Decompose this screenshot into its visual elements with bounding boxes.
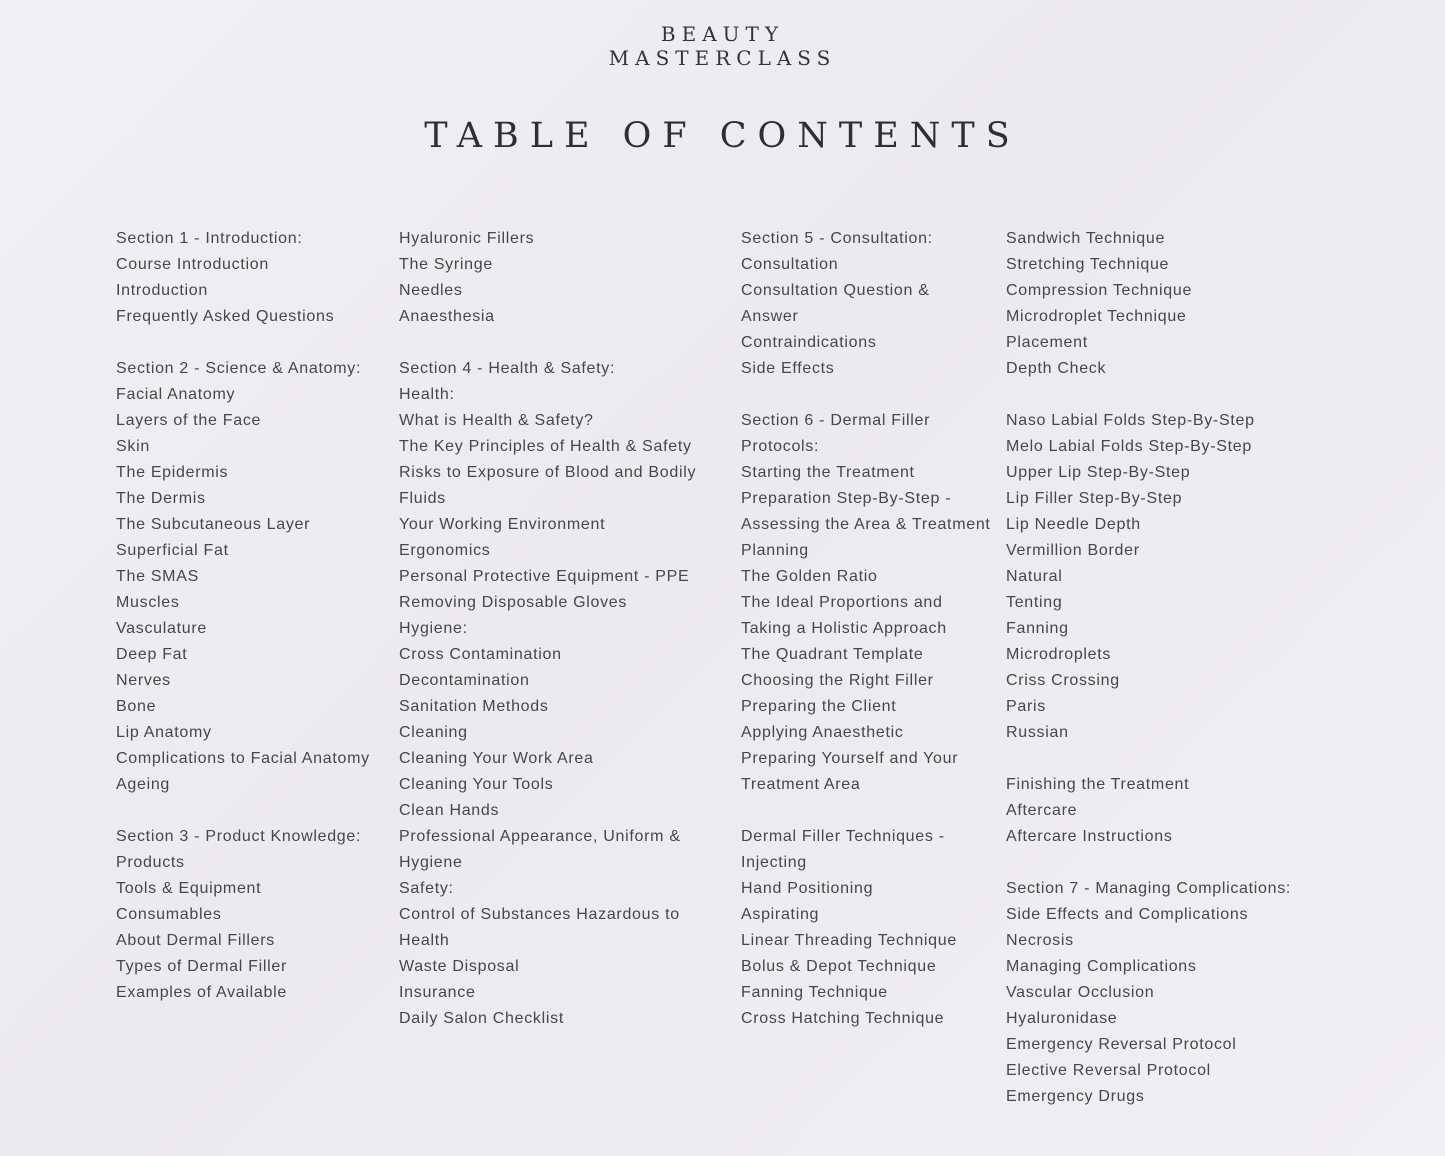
toc-entry: Frequently Asked Questions xyxy=(116,308,335,325)
toc-entry: Daily Salon Checklist xyxy=(399,1010,564,1027)
toc-entry: Layers of the Face xyxy=(116,412,262,429)
toc-spacer xyxy=(116,798,370,824)
toc-entry: Cleaning Your Work Area xyxy=(399,750,594,767)
toc-entry: Elective Reversal Protocol xyxy=(1006,1062,1211,1079)
toc-entry: Fanning xyxy=(1006,620,1069,637)
toc-column-4 xyxy=(1006,226,1291,1110)
toc-entry: Bone xyxy=(116,698,157,715)
toc-entry: The Key Principles of Health & Safety xyxy=(399,438,692,455)
toc-entry: Vermillion Border xyxy=(1006,542,1140,559)
toc-entry: Placement xyxy=(1006,334,1088,351)
toc-entry: Vascular Occlusion xyxy=(1006,984,1155,1001)
toc-entry: Section 5 - Consultation: xyxy=(741,230,933,247)
brand-line-2: MASTERCLASS xyxy=(608,46,837,70)
toc-entry: Health: xyxy=(399,386,455,403)
toc-entry: Microdroplets xyxy=(1006,646,1112,663)
toc-entry: Linear Threading Technique xyxy=(741,932,957,949)
toc-entry: What is Health & Safety? xyxy=(399,412,594,429)
toc-entry: Needles xyxy=(399,282,463,299)
brand-logo xyxy=(0,22,1445,70)
toc-entry: Natural xyxy=(1006,568,1063,585)
toc-entry: Dermal Filler Techniques - xyxy=(741,828,945,845)
toc-entry: The Epidermis xyxy=(116,464,229,481)
toc-entry: Insurance xyxy=(399,984,476,1001)
toc-entry: Types of Dermal Filler xyxy=(116,958,287,975)
toc-entry: Hand Positioning xyxy=(741,880,874,897)
toc-entry: Assessing the Area & Treatment xyxy=(741,516,991,533)
toc-entry: Hyaluronidase xyxy=(1006,1010,1118,1027)
toc-entry: About Dermal Fillers xyxy=(116,932,275,949)
toc-entry: Protocols: xyxy=(741,438,820,455)
brand-line-1: BEAUTY xyxy=(660,22,785,46)
toc-entry: Deep Fat xyxy=(116,646,188,663)
toc-entry: Waste Disposal xyxy=(399,958,520,975)
toc-spacer xyxy=(399,330,696,356)
toc-entry: Lip Filler Step-By-Step xyxy=(1006,490,1183,507)
toc-entry: Aftercare Instructions xyxy=(1006,828,1173,845)
toc-column-1 xyxy=(116,226,370,1006)
toc-entry: The Subcutaneous Layer xyxy=(116,516,311,533)
toc-entry: Section 1 - Introduction: xyxy=(116,230,303,247)
toc-entry: Side Effects xyxy=(741,360,835,377)
toc-entry: Ergonomics xyxy=(399,542,491,559)
toc-entry: Cleaning Your Tools xyxy=(399,776,554,793)
toc-entry: Bolus & Depot Technique xyxy=(741,958,937,975)
toc-entry: Choosing the Right Filler xyxy=(741,672,934,689)
toc-entry: The Quadrant Template xyxy=(741,646,924,663)
toc-entry: Cleaning xyxy=(399,724,468,741)
toc-spacer xyxy=(116,330,370,356)
toc-entry: Hyaluronic Fillers xyxy=(399,230,535,247)
toc-entry: Professional Appearance, Uniform & xyxy=(399,828,681,845)
toc-entry: Aspirating xyxy=(741,906,820,923)
toc-entry: Complications to Facial Anatomy xyxy=(116,750,370,767)
toc-entry: Preparing Yourself and Your xyxy=(741,750,959,767)
page-title: TABLE OF CONTENTS xyxy=(424,116,1021,156)
toc-entry: Answer xyxy=(741,308,799,325)
toc-entry: Paris xyxy=(1006,698,1046,715)
toc-entry: Removing Disposable Gloves xyxy=(399,594,628,611)
toc-entry: Applying Anaesthetic xyxy=(741,724,904,741)
toc-entry: Cross Contamination xyxy=(399,646,562,663)
toc-entry: Necrosis xyxy=(1006,932,1074,949)
toc-entry: Section 4 - Health & Safety: xyxy=(399,360,616,377)
toc-entry: Your Working Environment xyxy=(399,516,606,533)
toc-entry: Aftercare xyxy=(1006,802,1078,819)
toc-entry: Facial Anatomy xyxy=(116,386,236,403)
toc-entry: Superficial Fat xyxy=(116,542,229,559)
toc-entry: Introduction xyxy=(116,282,209,299)
toc-entry: Cross Hatching Technique xyxy=(741,1010,945,1027)
toc-entry: Health xyxy=(399,932,450,949)
toc-entry: Side Effects and Complications xyxy=(1006,906,1249,923)
toc-column-3 xyxy=(741,226,991,1032)
toc-entry: Depth Check xyxy=(1006,360,1107,377)
toc-entry: Russian xyxy=(1006,724,1069,741)
toc-entry: Compression Technique xyxy=(1006,282,1193,299)
toc-entry: Melo Labial Folds Step-By-Step xyxy=(1006,438,1252,455)
toc-entry: Risks to Exposure of Blood and Bodily xyxy=(399,464,697,481)
toc-entry: Personal Protective Equipment - PPE xyxy=(399,568,690,585)
toc-entry: Clean Hands xyxy=(399,802,500,819)
toc-entry: Injecting xyxy=(741,854,807,871)
toc-entry: Taking a Holistic Approach xyxy=(741,620,947,637)
toc-entry: Hygiene xyxy=(399,854,463,871)
toc-entry: Nerves xyxy=(116,672,171,689)
toc-entry: Sandwich Technique xyxy=(1006,230,1166,247)
toc-entry: Preparing the Client xyxy=(741,698,897,715)
toc-entry: Sanitation Methods xyxy=(399,698,549,715)
toc-entry: The Syringe xyxy=(399,256,493,273)
toc-entry: Products xyxy=(116,854,185,871)
toc-entry: Planning xyxy=(741,542,809,559)
toc-entry: The Ideal Proportions and xyxy=(741,594,943,611)
toc-entry: Emergency Reversal Protocol xyxy=(1006,1036,1237,1053)
toc-entry: Emergency Drugs xyxy=(1006,1088,1145,1105)
toc-entry: Contraindications xyxy=(741,334,877,351)
toc-entry: Tools & Equipment xyxy=(116,880,262,897)
toc-entry: Ageing xyxy=(116,776,171,793)
toc-spacer xyxy=(1006,382,1291,408)
toc-entry: Course Introduction xyxy=(116,256,269,273)
toc-entry: Examples of Available xyxy=(116,984,287,1001)
toc-entry: Lip Needle Depth xyxy=(1006,516,1141,533)
toc-entry: Skin xyxy=(116,438,150,455)
toc-entry: Managing Complications xyxy=(1006,958,1197,975)
toc-entry: Section 7 - Managing Complications: xyxy=(1006,880,1292,897)
toc-entry: Fluids xyxy=(399,490,446,507)
toc-entry: Section 6 - Dermal Filler xyxy=(741,412,931,429)
toc-entry: Decontamination xyxy=(399,672,530,689)
toc-entry: The Golden Ratio xyxy=(741,568,878,585)
toc-entry: Treatment Area xyxy=(741,776,861,793)
toc-entry: Lip Anatomy xyxy=(116,724,212,741)
toc-entry: Muscles xyxy=(116,594,180,611)
toc-entry: Vasculature xyxy=(116,620,208,637)
toc-entry: Microdroplet Technique xyxy=(1006,308,1187,325)
toc-entry: Hygiene: xyxy=(399,620,468,637)
toc-entry: Section 2 - Science & Anatomy: xyxy=(116,360,362,377)
toc-entry: Consultation Question & xyxy=(741,282,930,299)
toc-entry: Starting the Treatment xyxy=(741,464,915,481)
toc-entry: Control of Substances Hazardous to xyxy=(399,906,680,923)
toc-entry: The SMAS xyxy=(116,568,199,585)
toc-entry: The Dermis xyxy=(116,490,206,507)
toc-entry: Consumables xyxy=(116,906,222,923)
toc-spacer xyxy=(1006,850,1291,876)
toc-entry: Preparation Step-By-Step - xyxy=(741,490,952,507)
toc-entry: Tenting xyxy=(1006,594,1063,611)
toc-entry: Finishing the Treatment xyxy=(1006,776,1190,793)
toc-entry: Section 3 - Product Knowledge: xyxy=(116,828,362,845)
toc-entry: Upper Lip Step-By-Step xyxy=(1006,464,1191,481)
toc-entry: Naso Labial Folds Step-By-Step xyxy=(1006,412,1255,429)
toc-entry: Fanning Technique xyxy=(741,984,888,1001)
toc-entry: Consultation xyxy=(741,256,839,273)
toc-entry: Stretching Technique xyxy=(1006,256,1170,273)
toc-spacer xyxy=(741,382,991,408)
toc-column-2 xyxy=(399,226,696,1032)
toc-entry: Criss Crossing xyxy=(1006,672,1120,689)
toc-entry: Safety: xyxy=(399,880,454,897)
toc-spacer xyxy=(1006,746,1291,772)
toc-spacer xyxy=(741,798,991,824)
toc-entry: Anaesthesia xyxy=(399,308,495,325)
